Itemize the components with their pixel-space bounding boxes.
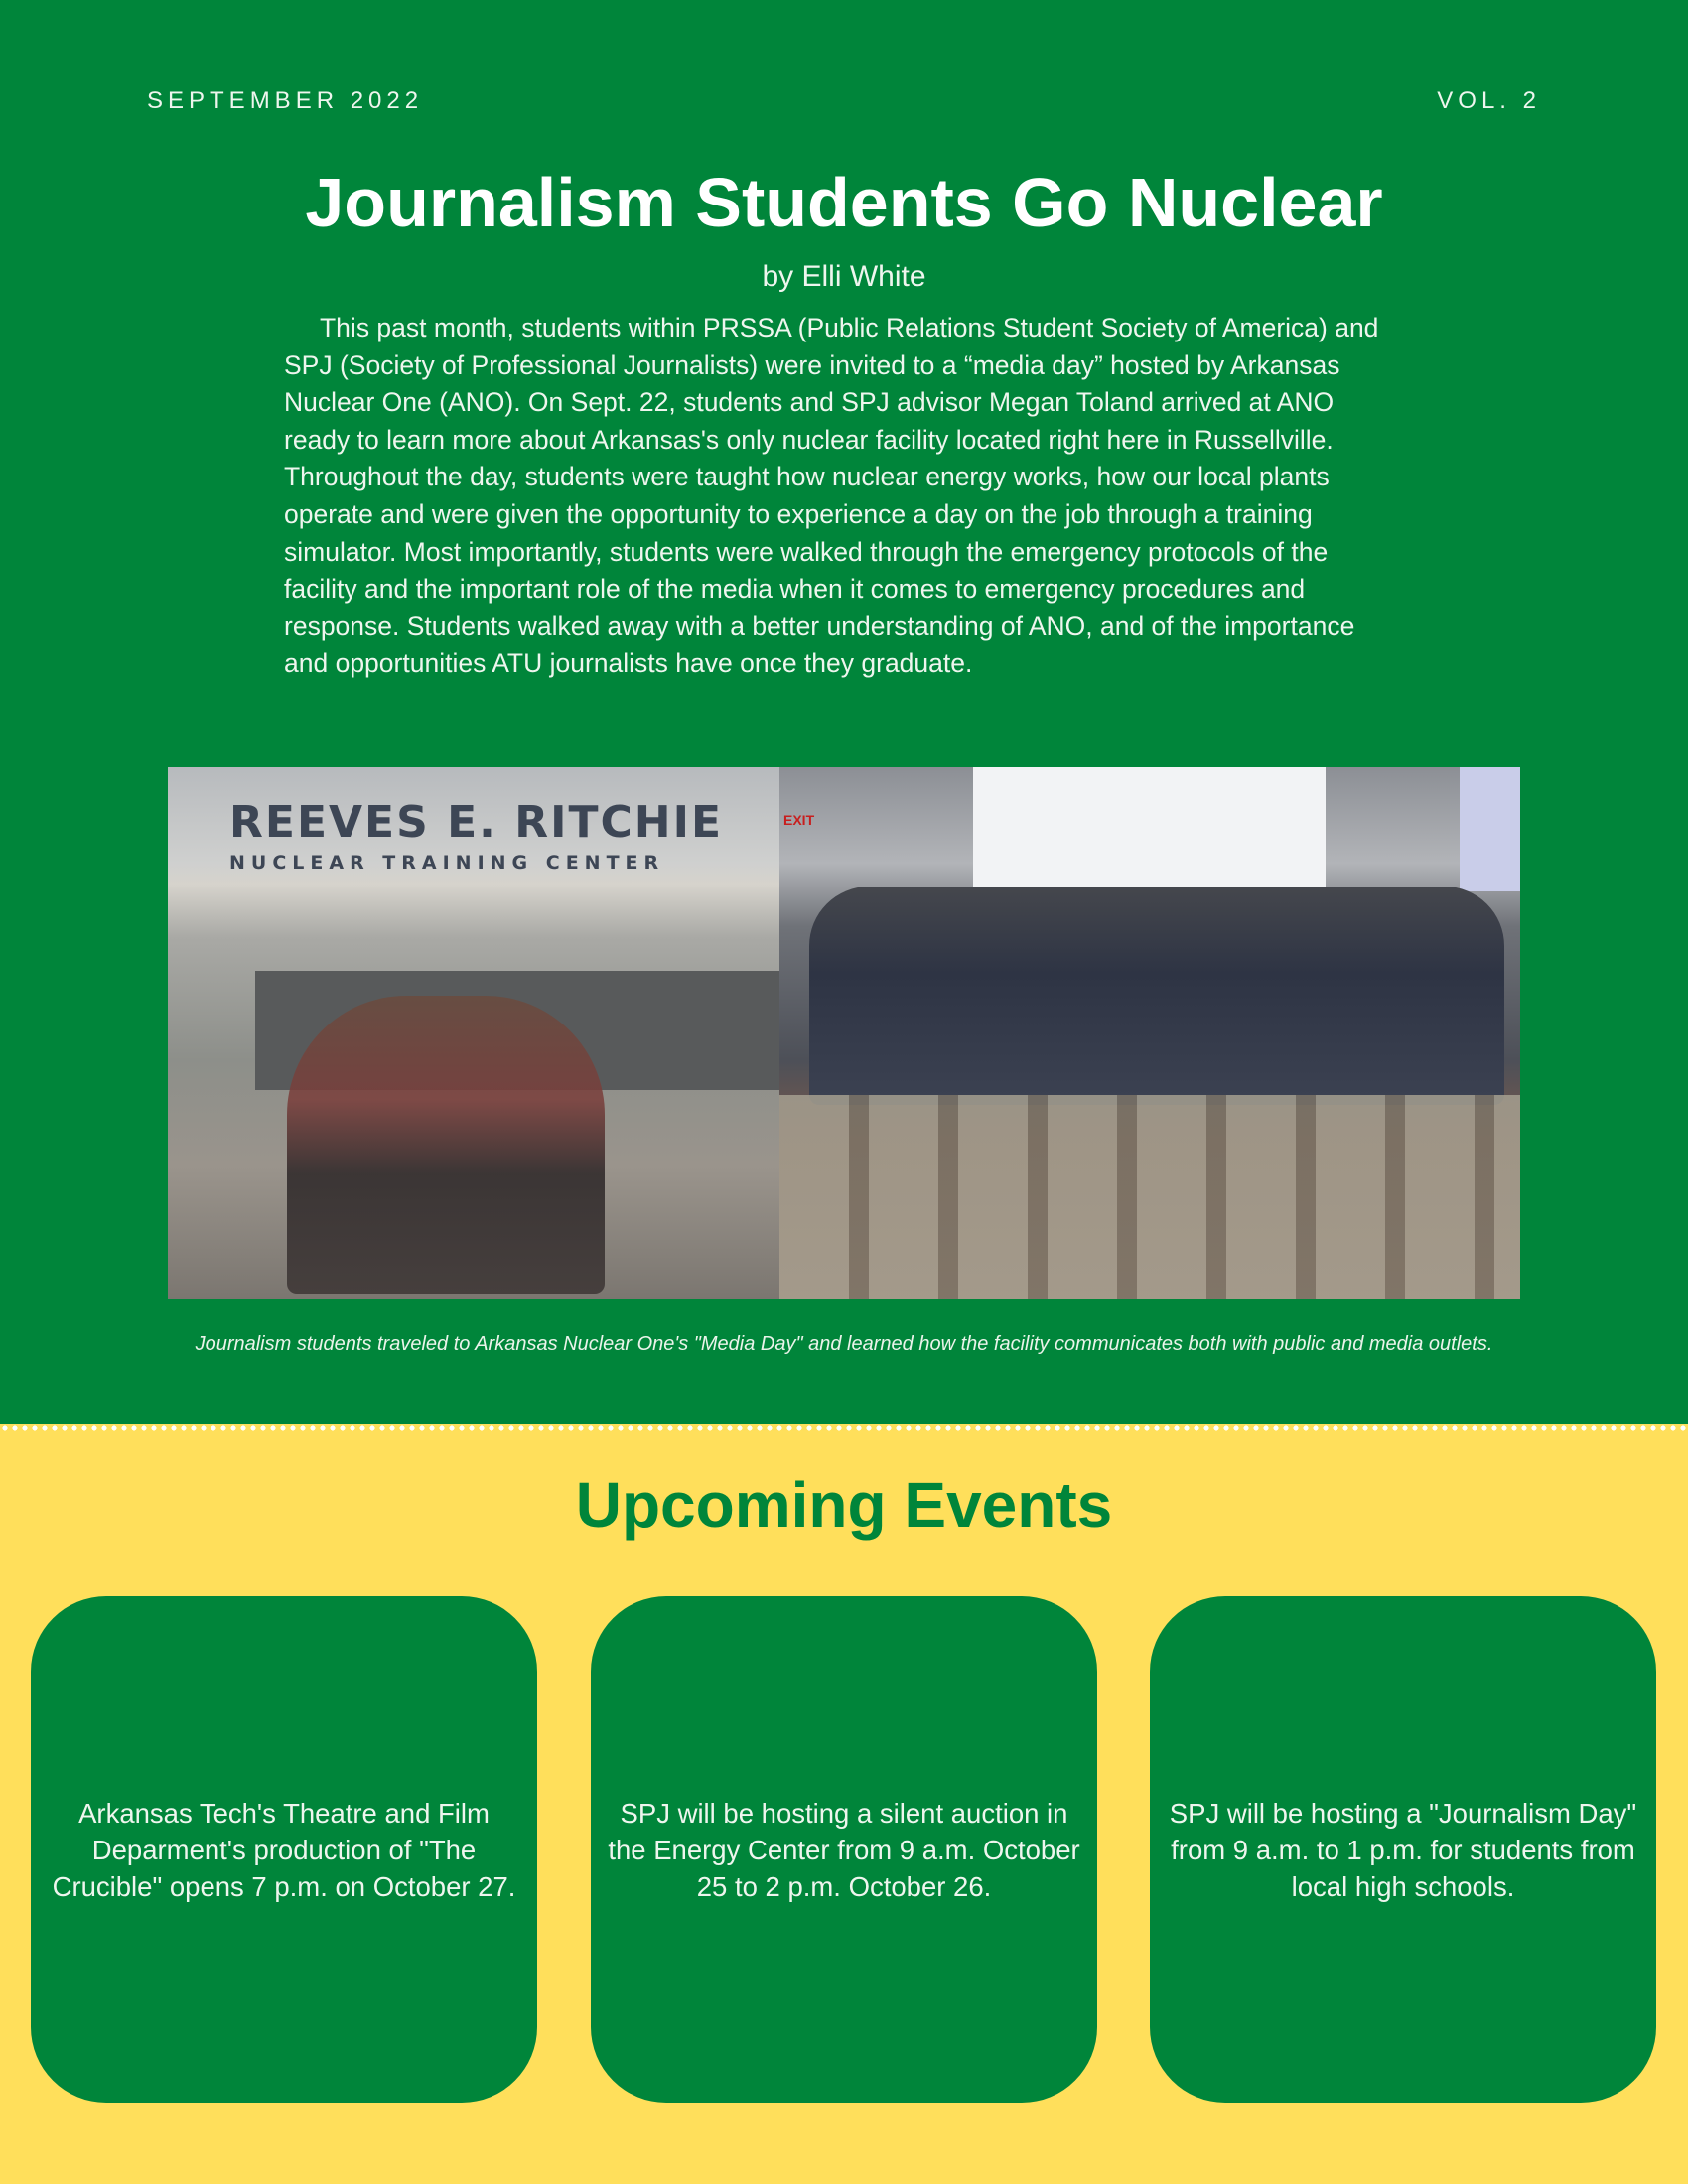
group-of-attendees bbox=[809, 887, 1504, 1105]
article-title: Journalism Students Go Nuclear bbox=[305, 164, 1383, 241]
training-center-photo bbox=[168, 767, 779, 1299]
event-card bbox=[591, 1596, 1097, 2103]
article-byline: by Elli White bbox=[762, 260, 926, 293]
event-card-text: Arkansas Tech's Theatre and Film Deparment's production of "The Crucible" opens 7 p.m. on October 27. bbox=[52, 1797, 516, 1902]
exit-sign: EXIT bbox=[783, 812, 815, 828]
projector-screen-secondary bbox=[1460, 767, 1520, 891]
dotted-divider bbox=[0, 1424, 1688, 1432]
event-card-text: SPJ will be hosting a silent auction in the Energy Center from 9 a.m. October 25 to 2 p.m. October 26. bbox=[608, 1797, 1080, 1902]
auditorium-seats bbox=[779, 1095, 1520, 1299]
auditorium-group-photo bbox=[779, 767, 1520, 1299]
event-card-text: SPJ will be hosting a "Journalism Day" from 9 a.m. to 1 p.m. for students from local high schools. bbox=[1169, 1797, 1637, 1902]
student-group bbox=[287, 996, 605, 1294]
events-heading: Upcoming Events bbox=[575, 1469, 1113, 1541]
building-sign-subtitle: NUCLEAR TRAINING CENTER bbox=[229, 852, 665, 874]
building-sign-name: REEVES E. RITCHIE bbox=[229, 797, 724, 848]
projector-screen bbox=[973, 767, 1326, 896]
photo-caption: Journalism students traveled to Arkansas Nuclear One's "Media Day" and learned how the facility communicates both with public and media outlets. bbox=[195, 1333, 1493, 1355]
building-sign bbox=[229, 797, 723, 874]
event-card bbox=[31, 1596, 537, 2103]
issue-volume: VOL. 2 bbox=[1437, 87, 1541, 114]
article-body: This past month, students within PRSSA (Public Relations Student Society of America) and SPJ (Society of Professional Journalists) were invited to a “media day” hosted by Arkansas Nuclear One (ANO). On Sept. 22, students and SPJ advisor Megan Toland arrived at ANO ready to learn more about Arkansas's only nuclear facility located right here in Russellville. Throughout the day, students were taught how nuclear energy works, how our local plants operate and were given the opportunity to experience a day on the job through a training simulator. Most importantly, students were walked through the emergency protocols of the facility and the important role of the media when it comes to emergency procedures and response. Students walked away with a better understanding of ANO, and of the importance and opportunities ATU journalists have once they graduate. bbox=[284, 313, 1379, 679]
event-card bbox=[1150, 1596, 1656, 2103]
issue-date: SEPTEMBER 2022 bbox=[147, 87, 424, 114]
